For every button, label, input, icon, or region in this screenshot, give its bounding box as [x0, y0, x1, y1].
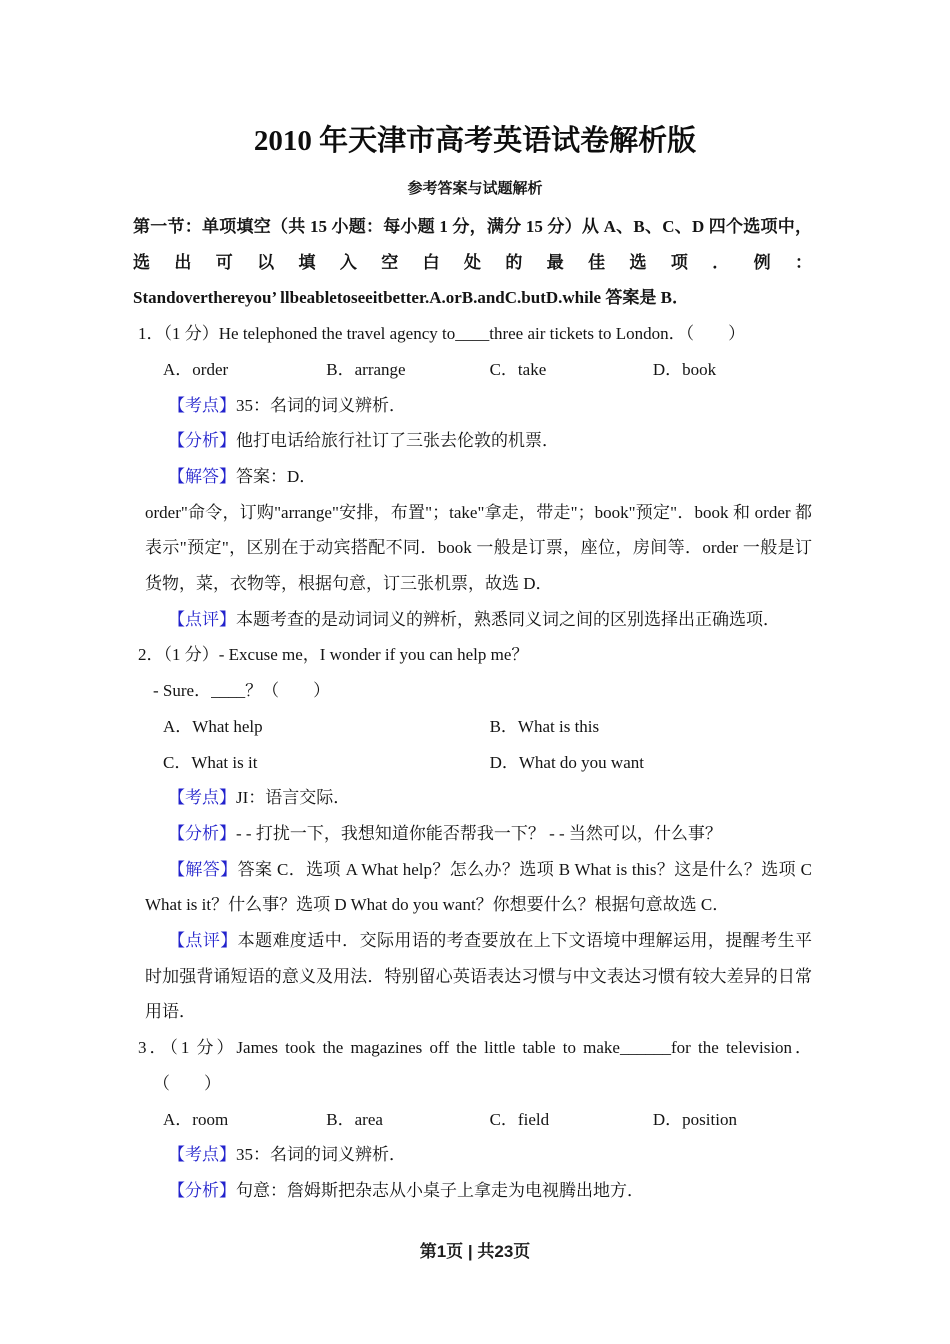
question-1-analysis	[133, 423, 812, 459]
comment-text: 本题考查的是动词词义的辨析，熟悉同义词之间的区别选择出正确选项．	[236, 609, 780, 629]
comment-text: 本题难度适中．交际用语的考查要放在上下文语境中理解运用，提醒考生平时加强背诵短语的意义及用法．特别留心英语表达习惯与中文表达习惯有较大差异的日常用语．	[145, 931, 813, 1022]
question-2-stem-line2: - Sure．____？（ ）	[153, 681, 331, 701]
instructions-line-1: 第一节：单项填空（共 15 小题：每小题 1 分，满分 15 分）从 A、B、C、D 四个选项中，	[133, 217, 812, 236]
analysis-text: 他打电话给旅行社订了三张去伦敦的机票．	[236, 431, 559, 451]
question-2-exam-point	[133, 780, 812, 816]
document-subtitle: 参考答案与试题解析	[407, 181, 543, 197]
section-instructions	[133, 209, 812, 316]
exam-point-tag: 【考点】	[168, 788, 236, 808]
question-2	[133, 637, 812, 1030]
question-3-option-a: A．room	[163, 1109, 229, 1129]
question-3-stem-line2: （ ）	[153, 1073, 221, 1093]
analysis-tag: 【分析】	[168, 1180, 236, 1200]
question-3-analysis	[133, 1173, 812, 1209]
question-2-analysis	[133, 816, 812, 852]
question-1-exam-point	[133, 388, 812, 424]
question-3-option-d: D．position	[652, 1109, 737, 1129]
question-1-option-a: A．order	[163, 359, 229, 379]
question-3-option-c: C．field	[489, 1109, 550, 1129]
question-1-answer	[133, 459, 812, 495]
document-body	[0, 209, 950, 1209]
answer-tag: 【解答】	[168, 466, 236, 486]
question-1-stem: 1．（1 分）He telephoned the travel agency to____three air tickets to London．（ ）	[138, 324, 746, 344]
question-2-stem: 2．（1 分）- Excuse me，I wonder if you can help me？	[138, 645, 529, 665]
document-title: 2010 年天津市高考英语试卷解析版	[253, 125, 697, 157]
question-2-options-row-1	[133, 709, 812, 745]
instructions-line-3: Standoverthereyou’ llbeabletoseeitbetter.A.orB.andC.butD.while 答案是 B．	[133, 288, 689, 308]
exam-point-text: 35：名词的词义辨析．	[236, 1145, 406, 1165]
question-2-option-b: B．What is this	[489, 716, 600, 736]
question-1-option-d: D．book	[652, 359, 717, 379]
question-1-answer-detail	[133, 495, 812, 602]
exam-point-tag: 【考点】	[168, 395, 236, 415]
question-1	[133, 316, 812, 637]
page-indicator: 第1页 | 共23页	[419, 1242, 531, 1261]
answer-tag: 【解答】	[168, 859, 238, 879]
question-3-stem: 3．（1 分）James took the magazines off the little table to make______for the television．	[138, 1038, 812, 1058]
exam-point-text: JI：语言交际．	[236, 788, 351, 808]
exam-point-tag: 【考点】	[168, 1145, 236, 1165]
question-2-comment	[133, 923, 812, 1030]
question-2-option-d: D．What do you want	[489, 752, 644, 772]
question-2-option-a: A．What help	[163, 716, 263, 736]
question-1-options	[133, 352, 812, 388]
comment-tag: 【点评】	[168, 609, 236, 629]
analysis-tag: 【分析】	[168, 823, 236, 843]
analysis-text: - - 打扰一下，我想知道你能否帮我一下？ - - 当然可以，什么事？	[236, 823, 722, 843]
page-footer	[0, 1241, 950, 1263]
question-2-options-row-2	[133, 745, 812, 781]
analysis-tag: 【分析】	[168, 431, 236, 451]
question-3-options	[133, 1102, 812, 1138]
instructions-line-2: 选出可以填入空白处的最佳选项．例：	[133, 252, 812, 272]
question-3-option-b: B．area	[326, 1109, 383, 1129]
question-1-comment	[133, 602, 812, 638]
answer-detail-text: order"命令，订购"arrange"安排，布置"；take"拿走，带走"；book"预定"．book 和 order 都表示"预定"，区别在于动宾搭配不同．book 一般是订票，座位，房间等．order 一般是订货物，菜，衣物等，根据句意，订三张机票，故选 D．	[145, 502, 812, 594]
question-2-answer	[133, 852, 812, 923]
question-3	[133, 1030, 812, 1209]
question-3-exam-point	[133, 1137, 812, 1173]
answer-text: 答案：D．	[236, 466, 317, 486]
exam-point-text: 35：名词的词义辨析．	[236, 395, 406, 415]
comment-tag: 【点评】	[168, 931, 238, 951]
question-1-option-c: C．take	[489, 359, 547, 379]
analysis-text: 句意：詹姆斯把杂志从小桌子上拿走为电视腾出地方．	[236, 1180, 644, 1200]
answer-text: 答案 C．选项 A What help？怎么办？选项 B What is this？这是什么？选项 C What is it？什么事？选项 D What do you want？你想要什么？根据句意故选 C．	[145, 859, 812, 915]
question-2-option-c: C．What is it	[163, 752, 258, 772]
question-1-option-b: B．arrange	[326, 359, 406, 379]
